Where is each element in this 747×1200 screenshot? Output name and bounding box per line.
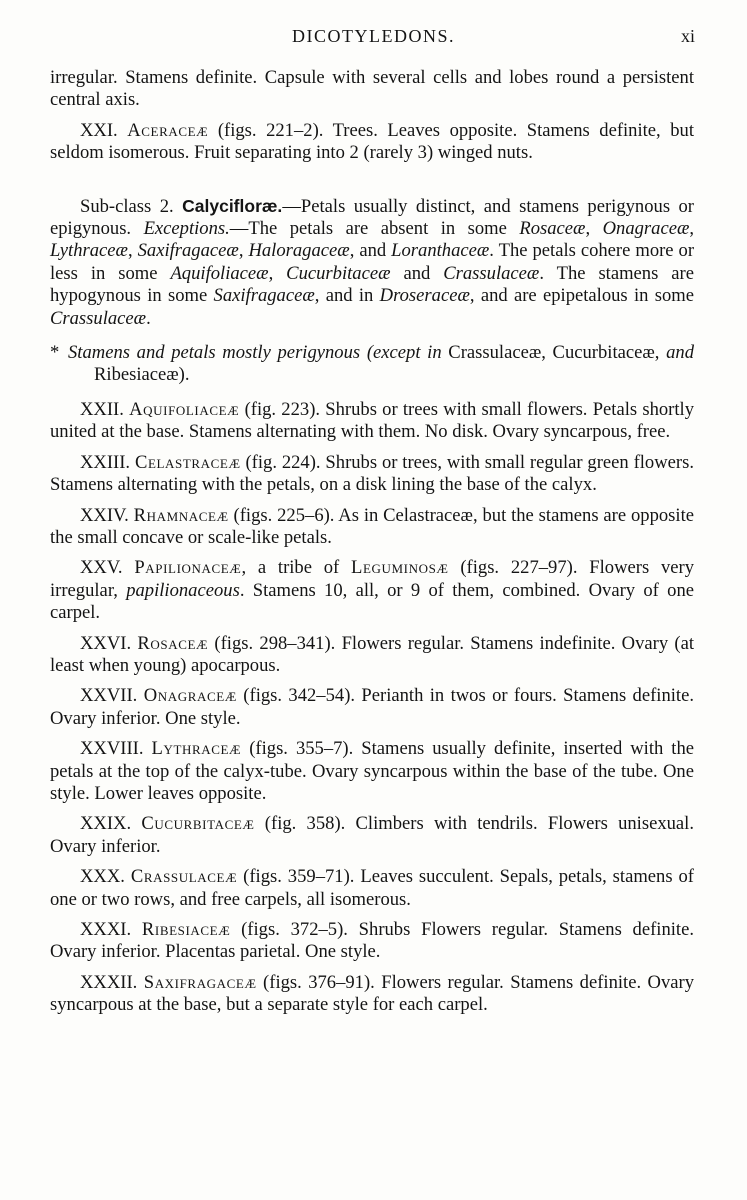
running-title: DICOTYLEDONS.	[292, 26, 455, 46]
family-name: Lythraceæ	[50, 240, 128, 262]
family-name: Rhamnaceæ	[133, 504, 229, 526]
entry-xxi	[50, 120, 694, 165]
entry-xxv	[50, 557, 694, 624]
entry-text: , a tribe of	[241, 557, 352, 579]
entry-number: XXXI.	[80, 919, 132, 940]
entry-number: XXX.	[80, 866, 125, 888]
subclass-text: , and in	[314, 285, 380, 307]
entry-xxx	[50, 866, 694, 911]
entry-text: (figs. 372–5). Shrubs Flowers regular. Stamens definite. Ovary inferior. Placentas parietal. One style.	[50, 919, 694, 963]
subclass-text: ,	[585, 218, 603, 240]
family-name: Saxifragaceæ	[143, 971, 257, 993]
family-name: Papilionaceæ	[134, 557, 242, 579]
entry-number: XXVI.	[80, 632, 132, 654]
family-name: Loranthaceæ	[391, 240, 490, 262]
entry-text: (figs. 376–91). Flowers regular. Stamens definite. Ovary syncarpous at the base, but a separate style for each carpel.	[50, 971, 694, 1016]
subclass-text: ,	[689, 218, 695, 240]
exceptions-label: Exceptions.	[143, 218, 230, 240]
running-header	[0, 26, 747, 52]
starred-group-heading	[50, 342, 694, 387]
family-name: Ribesiaceæ	[141, 919, 231, 940]
entry-text: (figs. 227–97). Flowers very irregular,	[50, 557, 694, 601]
family-name: Onagraceæ	[143, 685, 237, 707]
family-name: Aquifoliaceæ	[170, 262, 269, 284]
subclass-text: ,	[268, 262, 287, 284]
entry-text: . Stamens 10, all, or 9 of them, combined. Ovary of one carpel.	[50, 579, 694, 624]
entry-number: XXV.	[80, 557, 123, 579]
family-name: Cucurbitaceæ	[141, 813, 255, 835]
page-body	[50, 67, 694, 1017]
entry-text: (figs. 355–7). Stamens usually definite, inserted with the petals at the top of the calyx-tube. Ovary syncarpous within the base of the tube. One style. Lower leaves opposite.	[50, 738, 695, 804]
entry-text: (figs. 225–6). As in Celastraceæ, but the stamens are opposite the small concave or scale-like petals.	[50, 504, 694, 548]
family-name: Crassulaceæ	[50, 307, 147, 329]
subclass-text: , and	[349, 240, 392, 262]
family-name: Aquifoliaceæ	[129, 398, 240, 420]
family-name: Crassulaceæ	[443, 262, 540, 284]
family-name: Saxifragaceæ	[213, 285, 315, 307]
entry-number: XXXII.	[80, 971, 138, 993]
family-name: Crassulaceæ	[130, 866, 238, 888]
entry-xxxi	[50, 919, 694, 964]
entry-number: XXI.	[80, 119, 118, 141]
entry-text: (fig. 358). Climbers with tendrils. Flowers unisexual. Ovary inferior.	[50, 813, 694, 857]
family-name: Leguminosæ	[351, 557, 449, 579]
asterisk-marker: *	[50, 342, 60, 364]
entry-number: XXVII.	[80, 685, 138, 707]
entry-number: XXII.	[80, 398, 124, 420]
entry-text: (fig. 224). Shrubs or trees, with small regular green flowers. Stamens alternating with the petals, on a disk lining the base of the calyx.	[50, 451, 694, 496]
family-name: Droseraceæ	[379, 285, 470, 307]
group-heading-text: Stamens and petals mostly perigynous (except in	[68, 342, 449, 364]
subclass-text: ,	[127, 240, 138, 262]
entry-xxviii	[50, 738, 694, 805]
subclass-paragraph	[50, 195, 694, 330]
subclass-name: Calyciﬂoræ.	[182, 195, 283, 216]
family-name: Cucurbitaceæ	[286, 262, 391, 284]
family-name: Rosaceæ	[519, 218, 586, 240]
group-heading-text: and	[666, 342, 695, 364]
entry-number: XXIII.	[80, 451, 131, 473]
entry-xxvii	[50, 685, 694, 730]
entry-text: (figs. 221–2). Trees. Leaves opposite. Stamens definite, but seldom isomerous. Fruit separating into 2 (rarely 3) winged nuts.	[50, 119, 694, 164]
family-name: Celastraceæ	[134, 451, 241, 473]
entry-xxii	[50, 399, 694, 444]
italic-term: papilionaceous	[126, 579, 240, 601]
subclass-text: .	[146, 307, 151, 329]
subclass-text: —Petals usually distinct, and stamens perigynous or epigynous.	[50, 195, 694, 240]
family-name: Lythraceæ	[151, 738, 242, 760]
family-name: Aceraceæ	[127, 119, 209, 141]
entry-text: (figs. 359–71). Leaves succulent. Sepals, petals, stamens of one or two rows, and free carpels, all isomerous.	[50, 866, 694, 910]
subclass-text: ,	[238, 240, 249, 262]
entry-number: XXVIII.	[80, 738, 144, 760]
family-name: Onagraceæ	[602, 218, 690, 240]
subclass-text: . The stamens are hypogynous in some	[50, 262, 694, 307]
subclass-text: —The petals are absent in some	[229, 218, 520, 240]
continued-paragraph: irregular. Stamens definite. Capsule with several cells and lobes round a persistent central axis.	[50, 67, 694, 111]
subclass-text: , and are epipetalous in some	[469, 285, 694, 307]
entry-xxiii	[50, 452, 694, 497]
entry-text: (fig. 223). Shrubs or trees with small flowers. Petals shortly united at the base. Stamens alternating with them. No disk. Ovary syncarpous, free.	[50, 398, 694, 443]
group-heading-families: Crassulaceæ, Cucurbitaceæ,	[448, 342, 667, 364]
entry-xxxii	[50, 972, 694, 1017]
family-name: Rosaceæ	[137, 632, 209, 654]
entry-text: (figs. 342–54). Perianth in twos or fours. Stamens definite. Ovary inferior. One style.	[50, 685, 694, 729]
entry-number: XXIV.	[80, 504, 129, 526]
entry-number: XXIX.	[80, 813, 132, 835]
entry-xxix	[50, 813, 694, 858]
family-name: Saxifragaceæ	[137, 240, 239, 262]
page-number: xi	[680, 26, 695, 46]
family-name: Haloragaceæ	[248, 240, 350, 262]
subclass-text: and	[390, 262, 444, 284]
entry-xxvi	[50, 633, 694, 678]
entry-text: (figs. 298–341). Flowers regular. Stamens indefinite. Ovary (at least when young) apocarpous.	[50, 632, 694, 676]
subclass-label: Sub-class 2.	[80, 195, 183, 217]
subclass-text: . The petals cohere more or less in some	[50, 240, 695, 284]
group-heading-families: Ribesiaceæ).	[94, 364, 190, 386]
entry-xxiv	[50, 505, 694, 550]
